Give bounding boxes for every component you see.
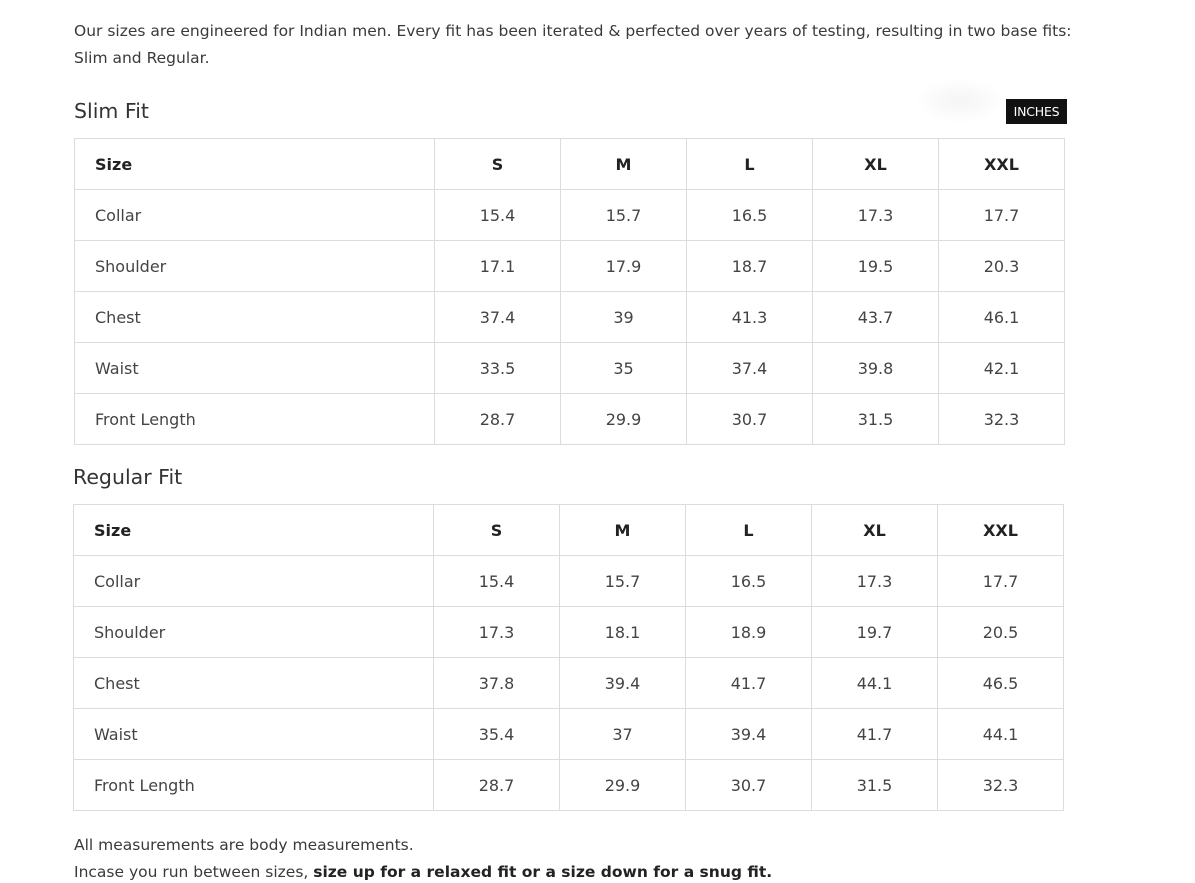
measurement-value: 20.3 [939,241,1065,292]
measurement-value: 17.7 [938,556,1064,607]
measurement-value: 39.4 [686,709,812,760]
size-column-header: M [561,139,687,190]
measurement-value: 16.5 [687,190,813,241]
measurement-value: 39.4 [560,658,686,709]
measurement-value: 18.1 [560,607,686,658]
measurement-value: 35 [561,343,687,394]
size-column-header: S [434,505,560,556]
measurement-value: 46.1 [939,292,1065,343]
measurement-value: 41.7 [812,709,938,760]
measurement-value: 39 [561,292,687,343]
measurement-value: 43.7 [813,292,939,343]
table-row [74,760,1064,811]
measurement-value: 31.5 [813,394,939,445]
measurement-value: 42.1 [939,343,1065,394]
measurement-value: 19.5 [813,241,939,292]
size-column-header: XXL [939,139,1065,190]
measurement-value: 17.9 [561,241,687,292]
units-badge-glow [915,78,1005,124]
table-header-row [74,505,1064,556]
measurement-value: 37.4 [435,292,561,343]
measurement-value: 41.3 [687,292,813,343]
measurement-label: Waist [74,709,434,760]
measurement-value: 16.5 [686,556,812,607]
table-row [75,394,1065,445]
slim-fit-title: Slim Fit [74,99,149,123]
measurement-label: Chest [74,658,434,709]
size-column-header: M [560,505,686,556]
sizing-advice-emphasis: size up for a relaxed fit or a size down for a snug fit. [313,863,773,881]
table-row [75,241,1065,292]
slim-fit-table [74,138,1065,445]
measurement-value: 37.8 [434,658,560,709]
table-row [74,556,1064,607]
measurement-note: All measurements are body measurements. [74,836,414,854]
measurement-value: 20.5 [938,607,1064,658]
measurement-value: 33.5 [435,343,561,394]
table-row [75,190,1065,241]
measurement-value: 19.7 [812,607,938,658]
measurement-label: Front Length [74,760,434,811]
measurement-value: 30.7 [686,760,812,811]
table-row [74,709,1064,760]
measurement-value: 17.1 [435,241,561,292]
measurement-value: 31.5 [812,760,938,811]
measurement-label: Shoulder [74,607,434,658]
measurement-value: 32.3 [939,394,1065,445]
footer-notes [74,832,772,883]
measurement-label: Front Length [75,394,435,445]
regular-fit-table [73,504,1064,811]
measurement-value: 30.7 [687,394,813,445]
size-column-header: S [435,139,561,190]
measurement-value: 35.4 [434,709,560,760]
measurement-value: 15.4 [434,556,560,607]
measurement-value: 32.3 [938,760,1064,811]
intro-text: Our sizes are engineered for Indian men. Every fit has been iterated & perfected over years of testing, resulting in two base fits: Slim and Regular. [74,22,1072,67]
regular-fit-title: Regular Fit [73,465,183,489]
table-row [74,607,1064,658]
measurement-value: 37.4 [687,343,813,394]
measurement-value: 15.7 [560,556,686,607]
units-toggle-button[interactable]: INCHES [1006,99,1067,124]
measurement-value: 15.7 [561,190,687,241]
sizing-advice [74,859,772,883]
measurement-value: 28.7 [435,394,561,445]
sizing-advice-prefix: Incase you run between sizes, [74,863,314,881]
size-header-cell: Size [74,505,434,556]
table-header-row [75,139,1065,190]
measurement-label: Shoulder [75,241,435,292]
measurement-value: 41.7 [686,658,812,709]
size-column-header: XXL [938,505,1064,556]
measurement-value: 46.5 [938,658,1064,709]
table-row [74,658,1064,709]
size-header-cell: Size [75,139,435,190]
measurement-label: Chest [75,292,435,343]
measurement-label: Waist [75,343,435,394]
measurement-value: 44.1 [938,709,1064,760]
measurement-value: 15.4 [435,190,561,241]
measurement-label: Collar [74,556,434,607]
measurement-label: Collar [75,190,435,241]
size-column-header: XL [812,505,938,556]
measurement-value: 37 [560,709,686,760]
measurement-value: 17.3 [812,556,938,607]
measurement-value: 18.7 [687,241,813,292]
table-row [75,343,1065,394]
measurement-value: 29.9 [560,760,686,811]
measurement-value: 28.7 [434,760,560,811]
measurement-value: 17.3 [434,607,560,658]
measurement-value: 17.3 [813,190,939,241]
size-column-header: L [687,139,813,190]
size-column-header: L [686,505,812,556]
table-row [75,292,1065,343]
measurement-value: 44.1 [812,658,938,709]
measurement-value: 18.9 [686,607,812,658]
size-column-header: XL [813,139,939,190]
measurement-value: 39.8 [813,343,939,394]
measurement-value: 29.9 [561,394,687,445]
measurement-value: 17.7 [939,190,1065,241]
